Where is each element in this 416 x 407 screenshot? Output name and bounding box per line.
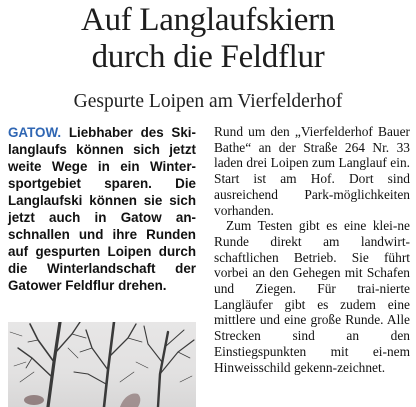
body-paragraph-2: Zum Testen gibt es eine klei-ne Runde direkt am landwirt-schaftlichen Betrieb. Sie führt vorbei an den Gehegen mit Schafen und Ziegen. Für trai-nierte Langläufer gibt es zudem eine mittlere und eine große Runde. Alle Strecken sind an den Einstiegspunkten mit ei-nem Hinweisschild gekenn-zeichnet. <box>214 218 410 375</box>
winter-trees-image <box>8 322 196 407</box>
dateline: GATOW. <box>8 125 62 140</box>
body-paragraph-1: Rund um den „Vierfelderhof Bauer Bathe“ an der Straße 264 Nr. 33 laden drei Loipen zum Langlauf ein. Start ist am Hof. Dort sind ausreichend Park-möglichkeiten vorhanden. <box>214 124 410 218</box>
headline-line-1: Auf Langlaufskiern <box>81 2 335 38</box>
article-subheadline: Gespurte Loipen am Vierfelderhof <box>73 91 343 112</box>
lead-text: Liebhaber des Ski-langlaufs können sich jetzt weite Wege in ein Winter-sportgebiet sparen. Die Langlaufski können sie sich jetzt auch in Gatow an-schnallen und ihre Runden auf gespurten Loipen durch die Winterlandschaft der Gatower Feldflur drehen. <box>8 125 196 293</box>
lead-paragraph <box>8 124 196 294</box>
article-photo <box>8 322 196 407</box>
headline-line-2: durch die Feldflur <box>91 39 325 75</box>
body-column <box>214 124 410 375</box>
article-headline <box>0 2 416 76</box>
